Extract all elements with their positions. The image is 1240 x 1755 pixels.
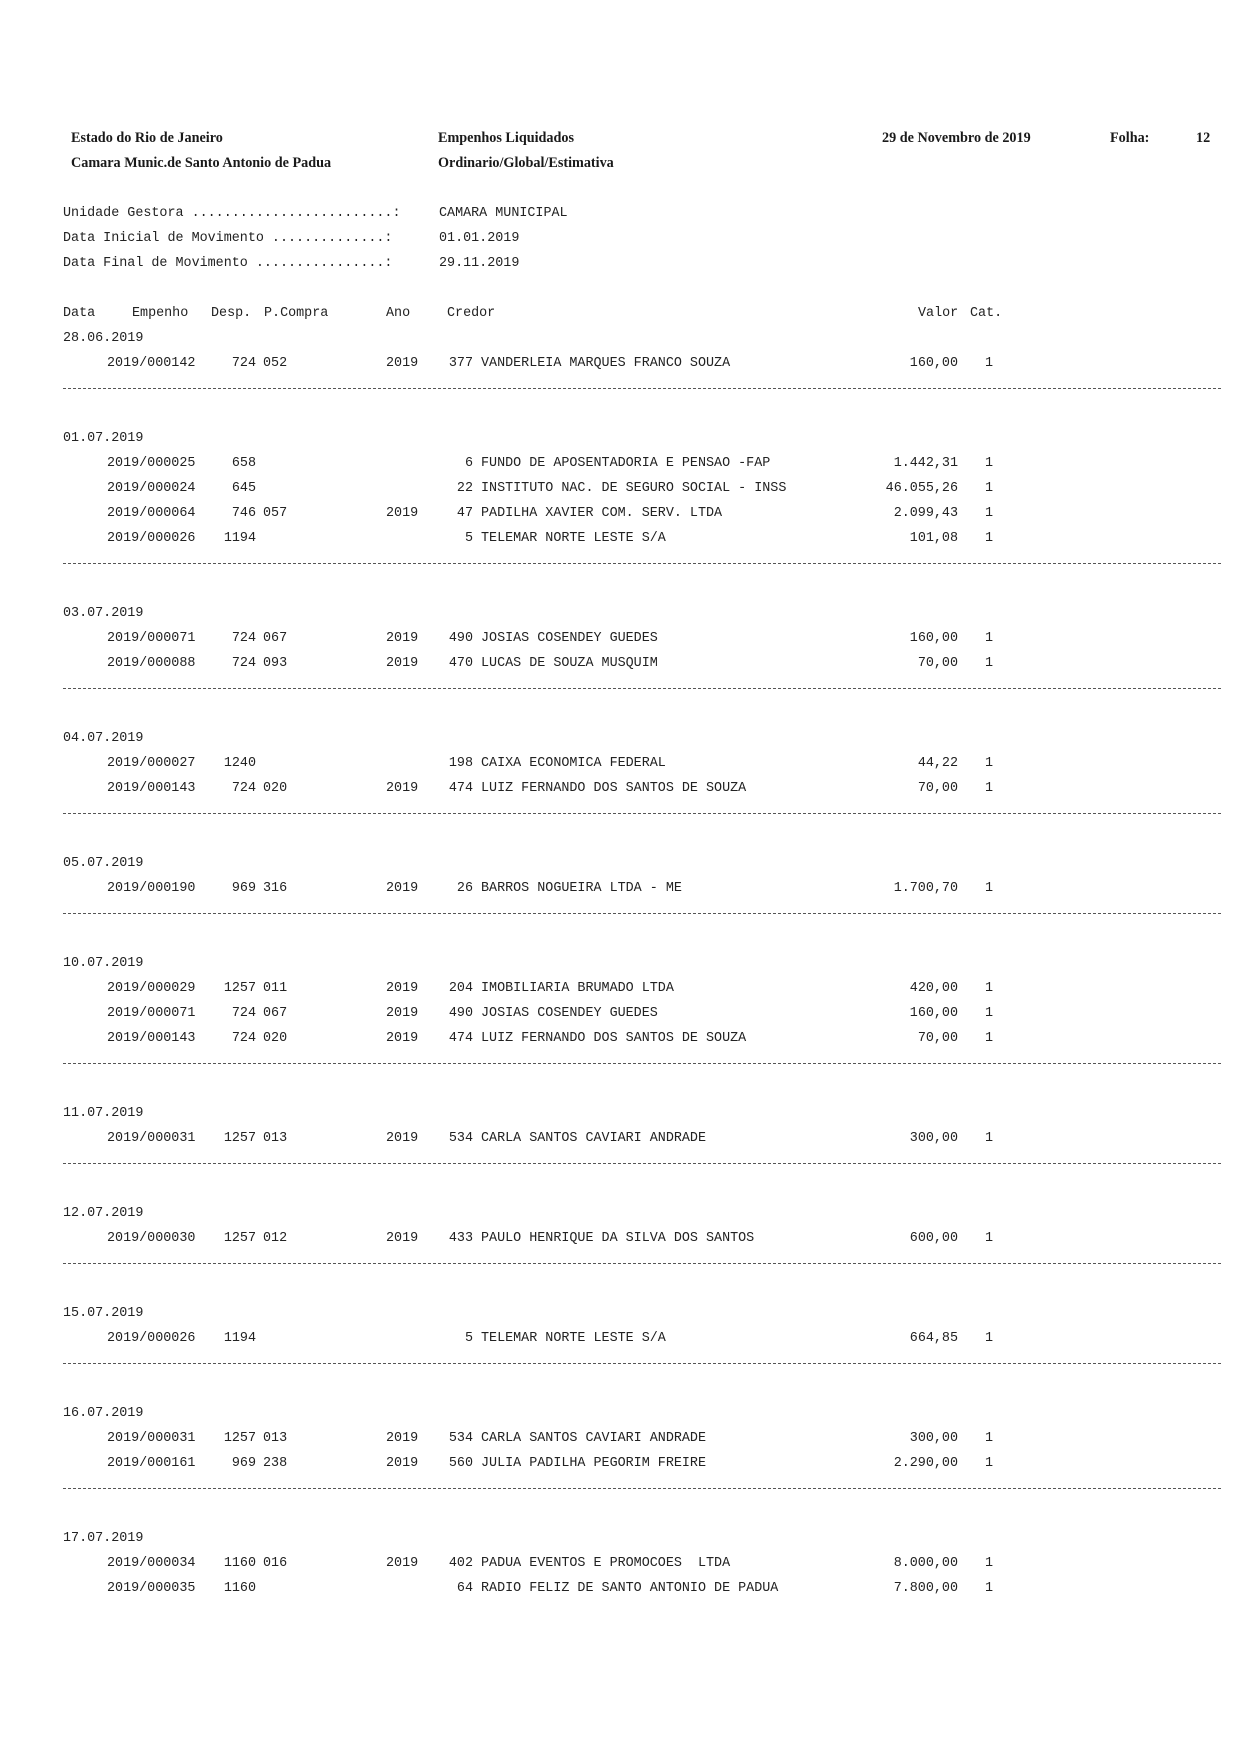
row-cat: 1 — [985, 1431, 994, 1446]
group-separator — [63, 1163, 1221, 1164]
row-credor: PADUA EVENTOS E PROMOCOES LTDA — [481, 1556, 731, 1571]
row-valor: 46.055,26 — [885, 481, 958, 496]
row-cat: 1 — [985, 781, 994, 796]
row-empenho: 2019/000071 — [107, 1006, 196, 1021]
row-desp: 724 — [231, 631, 256, 646]
row-empenho: 2019/000031 — [107, 1131, 196, 1146]
group-separator — [63, 563, 1221, 564]
row-desp: 1160 — [223, 1581, 256, 1596]
row-ano: 2019 — [386, 781, 419, 796]
row-empenho: 2019/000031 — [107, 1431, 196, 1446]
row-empenho: 2019/000088 — [107, 656, 196, 671]
row-credor: VANDERLEIA MARQUES FRANCO SOUZA — [481, 356, 731, 371]
row-pcompra: 093 — [263, 656, 288, 671]
row-pcompra: 316 — [263, 881, 288, 896]
row-valor: 664,85 — [909, 1331, 958, 1346]
row-empenho: 2019/000142 — [107, 356, 196, 371]
info-value-data-inicial: 01.01.2019 — [439, 231, 520, 246]
row-valor: 300,00 — [909, 1131, 958, 1146]
row-credor-code: 5 — [464, 1331, 473, 1346]
col-header-ano: Ano — [386, 306, 411, 321]
row-credor: RADIO FELIZ DE SANTO ANTONIO DE PADUA — [481, 1581, 779, 1596]
row-credor: LUIZ FERNANDO DOS SANTOS DE SOUZA — [481, 1031, 747, 1046]
col-header-pcompra: P.Compra — [264, 306, 329, 321]
row-empenho: 2019/000026 — [107, 1331, 196, 1346]
row-credor-code: 22 — [456, 481, 473, 496]
group-date: 28.06.2019 — [63, 331, 144, 346]
group-date: 10.07.2019 — [63, 956, 144, 971]
info-label-unidade: Unidade Gestora .........................: — [63, 206, 401, 221]
row-credor: CARLA SANTOS CAVIARI ANDRADE — [481, 1131, 706, 1146]
row-desp: 645 — [231, 481, 256, 496]
row-pcompra: 238 — [263, 1456, 288, 1471]
row-empenho: 2019/000161 — [107, 1456, 196, 1471]
row-credor: JOSIAS COSENDEY GUEDES — [481, 631, 658, 646]
row-valor: 70,00 — [917, 656, 958, 671]
row-credor-code: 474 — [448, 1031, 473, 1046]
group-date: 03.07.2019 — [63, 606, 144, 621]
row-cat: 1 — [985, 1456, 994, 1471]
col-header-credor: Credor — [447, 306, 496, 321]
row-empenho: 2019/000034 — [107, 1556, 196, 1571]
row-empenho: 2019/000143 — [107, 781, 196, 796]
row-valor: 300,00 — [909, 1431, 958, 1446]
row-desp: 746 — [231, 506, 256, 521]
row-credor: JOSIAS COSENDEY GUEDES — [481, 1006, 658, 1021]
group-date: 11.07.2019 — [63, 1106, 144, 1121]
row-valor: 44,22 — [917, 756, 958, 771]
row-credor: INSTITUTO NAC. DE SEGURO SOCIAL - INSS — [481, 481, 787, 496]
col-header-data: Data — [63, 306, 96, 321]
row-pcompra: 057 — [263, 506, 288, 521]
row-empenho: 2019/000026 — [107, 531, 196, 546]
group-date: 01.07.2019 — [63, 431, 144, 446]
row-pcompra: 011 — [263, 981, 288, 996]
group-date: 12.07.2019 — [63, 1206, 144, 1221]
row-desp: 1240 — [223, 756, 256, 771]
entity-name: Camara Munic.de Santo Antonio de Padua — [71, 155, 332, 171]
row-credor: LUIZ FERNANDO DOS SANTOS DE SOUZA — [481, 781, 747, 796]
row-credor-code: 26 — [456, 881, 473, 896]
state-name: Estado do Rio de Janeiro — [71, 130, 223, 146]
row-cat: 1 — [985, 1131, 994, 1146]
row-credor-code: 470 — [448, 656, 473, 671]
row-credor-code: 474 — [448, 781, 473, 796]
row-credor: CAIXA ECONOMICA FEDERAL — [481, 756, 666, 771]
group-separator — [63, 388, 1221, 389]
row-valor: 70,00 — [917, 781, 958, 796]
row-ano: 2019 — [386, 356, 419, 371]
row-credor-code: 490 — [448, 1006, 473, 1021]
group-separator — [63, 1063, 1221, 1064]
row-cat: 1 — [985, 631, 994, 646]
row-desp: 1257 — [223, 1131, 256, 1146]
row-pcompra: 020 — [263, 1031, 288, 1046]
row-desp: 969 — [231, 1456, 256, 1471]
row-valor: 160,00 — [909, 356, 958, 371]
folha-number: 12 — [1196, 130, 1211, 146]
row-credor: BARROS NOGUEIRA LTDA - ME — [481, 881, 682, 896]
row-credor: TELEMAR NORTE LESTE S/A — [481, 1331, 666, 1346]
row-desp: 724 — [231, 356, 256, 371]
row-pcompra: 052 — [263, 356, 288, 371]
info-value-unidade: CAMARA MUNICIPAL — [439, 206, 568, 221]
row-credor-code: 534 — [448, 1131, 473, 1146]
group-separator — [63, 1263, 1221, 1264]
row-cat: 1 — [985, 1031, 994, 1046]
row-empenho: 2019/000025 — [107, 456, 196, 471]
row-credor: FUNDO DE APOSENTADORIA E PENSAO -FAP — [481, 456, 771, 471]
row-credor: LUCAS DE SOUZA MUSQUIM — [481, 656, 658, 671]
row-cat: 1 — [985, 881, 994, 896]
row-credor: CARLA SANTOS CAVIARI ANDRADE — [481, 1431, 706, 1446]
row-desp: 724 — [231, 1006, 256, 1021]
row-cat: 1 — [985, 506, 994, 521]
row-valor: 8.000,00 — [893, 1556, 958, 1571]
row-valor: 1.700,70 — [893, 881, 958, 896]
row-empenho: 2019/000029 — [107, 981, 196, 996]
row-credor: PADILHA XAVIER COM. SERV. LTDA — [481, 506, 723, 521]
row-desp: 1160 — [223, 1556, 256, 1571]
row-ano: 2019 — [386, 656, 419, 671]
row-ano: 2019 — [386, 631, 419, 646]
row-ano: 2019 — [386, 981, 419, 996]
row-pcompra: 013 — [263, 1131, 288, 1146]
row-desp: 1194 — [223, 1331, 256, 1346]
row-ano: 2019 — [386, 506, 419, 521]
row-ano: 2019 — [386, 1031, 419, 1046]
row-cat: 1 — [985, 481, 994, 496]
row-valor: 160,00 — [909, 1006, 958, 1021]
row-ano: 2019 — [386, 1131, 419, 1146]
group-date: 15.07.2019 — [63, 1306, 144, 1321]
report-date: 29 de Novembro de 2019 — [882, 130, 1031, 146]
row-pcompra: 012 — [263, 1231, 288, 1246]
row-desp: 1257 — [223, 1431, 256, 1446]
row-credor: IMOBILIARIA BRUMADO LTDA — [481, 981, 674, 996]
row-cat: 1 — [985, 1331, 994, 1346]
row-credor-code: 560 — [448, 1456, 473, 1471]
row-empenho: 2019/000064 — [107, 506, 196, 521]
row-credor-code: 6 — [464, 456, 473, 471]
row-ano: 2019 — [386, 1231, 419, 1246]
info-label-data-final: Data Final de Movimento ................: — [63, 256, 393, 271]
row-desp: 1257 — [223, 1231, 256, 1246]
row-cat: 1 — [985, 1581, 994, 1596]
group-separator — [63, 913, 1221, 914]
row-desp: 969 — [231, 881, 256, 896]
row-valor: 160,00 — [909, 631, 958, 646]
row-ano: 2019 — [386, 1456, 419, 1471]
row-desp: 724 — [231, 781, 256, 796]
row-desp: 724 — [231, 656, 256, 671]
col-header-valor: Valor — [918, 306, 959, 321]
row-pcompra: 016 — [263, 1556, 288, 1571]
row-ano: 2019 — [386, 1431, 419, 1446]
group-date: 04.07.2019 — [63, 731, 144, 746]
row-cat: 1 — [985, 1006, 994, 1021]
group-separator — [63, 1363, 1221, 1364]
row-credor-code: 534 — [448, 1431, 473, 1446]
info-value-data-final: 29.11.2019 — [439, 256, 520, 271]
row-cat: 1 — [985, 756, 994, 771]
row-credor: JULIA PADILHA PEGORIM FREIRE — [481, 1456, 706, 1471]
group-date: 05.07.2019 — [63, 856, 144, 871]
row-pcompra: 013 — [263, 1431, 288, 1446]
info-label-data-inicial: Data Inicial de Movimento ..............: — [63, 231, 393, 246]
row-credor: PAULO HENRIQUE DA SILVA DOS SANTOS — [481, 1231, 755, 1246]
group-separator — [63, 1488, 1221, 1489]
row-ano: 2019 — [386, 1006, 419, 1021]
row-cat: 1 — [985, 531, 994, 546]
row-cat: 1 — [985, 981, 994, 996]
row-valor: 2.099,43 — [893, 506, 958, 521]
group-date: 17.07.2019 — [63, 1531, 144, 1546]
row-credor-code: 402 — [448, 1556, 473, 1571]
row-pcompra: 020 — [263, 781, 288, 796]
row-desp: 658 — [231, 456, 256, 471]
row-pcompra: 067 — [263, 1006, 288, 1021]
row-empenho: 2019/000024 — [107, 481, 196, 496]
folha-label: Folha: — [1110, 130, 1150, 146]
row-cat: 1 — [985, 656, 994, 671]
row-desp: 1257 — [223, 981, 256, 996]
row-credor-code: 64 — [456, 1581, 473, 1596]
row-credor-code: 198 — [448, 756, 473, 771]
row-ano: 2019 — [386, 881, 419, 896]
row-valor: 2.290,00 — [893, 1456, 958, 1471]
row-credor-code: 433 — [448, 1231, 473, 1246]
row-cat: 1 — [985, 1556, 994, 1571]
row-empenho: 2019/000027 — [107, 756, 196, 771]
row-credor-code: 377 — [448, 356, 473, 371]
group-date: 16.07.2019 — [63, 1406, 144, 1421]
group-separator — [63, 813, 1221, 814]
row-credor-code: 490 — [448, 631, 473, 646]
row-empenho: 2019/000035 — [107, 1581, 196, 1596]
row-valor: 7.800,00 — [893, 1581, 958, 1596]
report-subtitle: Ordinario/Global/Estimativa — [438, 155, 614, 171]
col-header-empenho: Empenho — [132, 306, 189, 321]
report-title: Empenhos Liquidados — [438, 130, 575, 146]
row-valor: 1.442,31 — [893, 456, 958, 471]
row-desp: 1194 — [223, 531, 256, 546]
row-valor: 70,00 — [917, 1031, 958, 1046]
row-desp: 724 — [231, 1031, 256, 1046]
row-empenho: 2019/000143 — [107, 1031, 196, 1046]
row-empenho: 2019/000071 — [107, 631, 196, 646]
col-header-cat: Cat. — [970, 306, 1003, 321]
row-credor-code: 47 — [456, 506, 473, 521]
col-header-desp: Desp. — [211, 306, 252, 321]
row-valor: 420,00 — [909, 981, 958, 996]
row-ano: 2019 — [386, 1556, 419, 1571]
row-cat: 1 — [985, 1231, 994, 1246]
row-empenho: 2019/000030 — [107, 1231, 196, 1246]
row-credor-code: 204 — [448, 981, 473, 996]
row-valor: 600,00 — [909, 1231, 958, 1246]
row-empenho: 2019/000190 — [107, 881, 196, 896]
group-separator — [63, 688, 1221, 689]
row-valor: 101,08 — [909, 531, 958, 546]
row-credor-code: 5 — [464, 531, 473, 546]
row-credor: TELEMAR NORTE LESTE S/A — [481, 531, 666, 546]
row-pcompra: 067 — [263, 631, 288, 646]
row-cat: 1 — [985, 456, 994, 471]
row-cat: 1 — [985, 356, 994, 371]
